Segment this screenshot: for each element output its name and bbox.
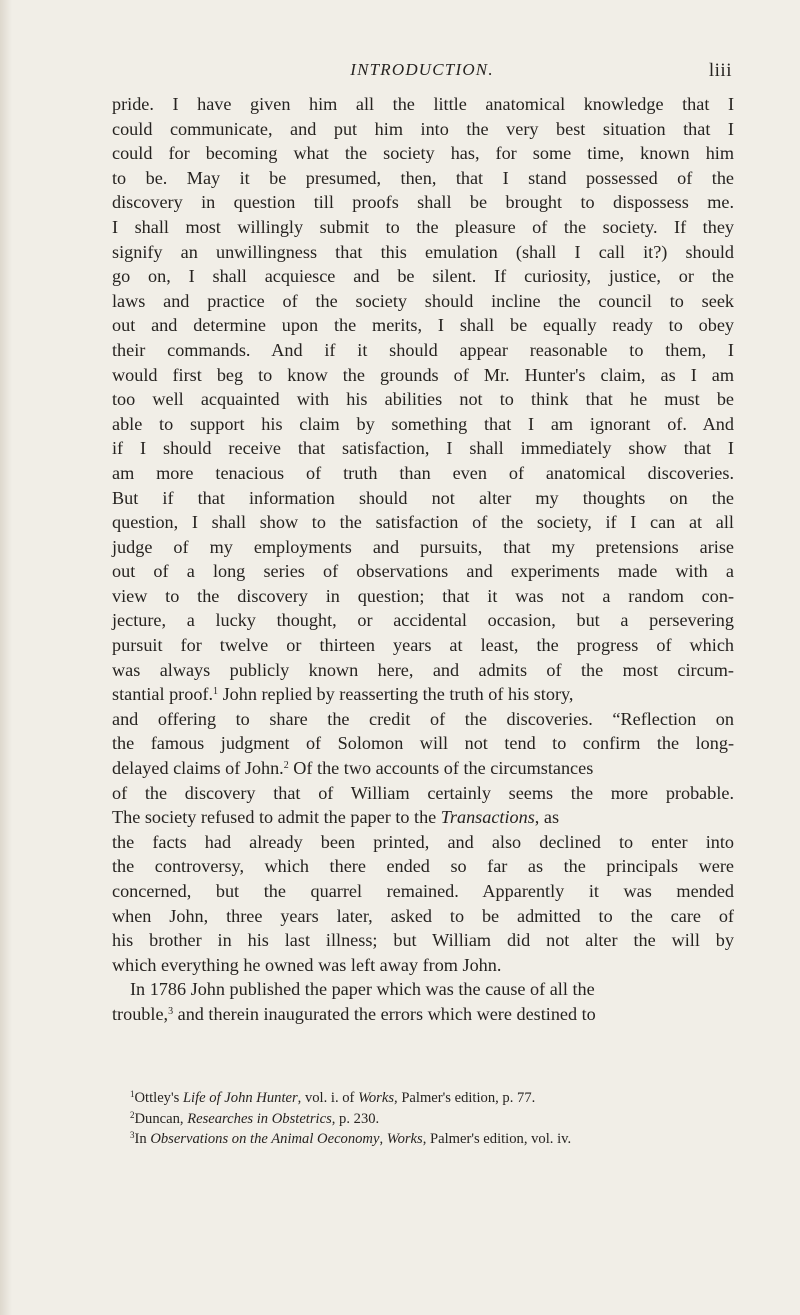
page-number: liii [708, 60, 732, 81]
footnote-mark: 2 [130, 1109, 135, 1120]
text-fragment: trouble, [112, 1003, 169, 1024]
text-fragment: , as [534, 807, 560, 828]
text-line: In 1786 John published the paper which was the cause of all the [130, 979, 595, 1000]
text-line: go on, I shall acquiesce and be silent. If curiosity, justice, or the [112, 266, 734, 287]
footnote [112, 1129, 734, 1150]
text-line: would first beg to know the grounds of Mr. Hunter's claim, as I am [112, 364, 734, 385]
text-fragment: The society refused to admit the paper to the [112, 807, 441, 828]
footnote-text: , p. 230. [331, 1110, 380, 1127]
text-line: out of a long series of observations and experiments made with a [112, 561, 734, 582]
footnote-ref: 3 [168, 1005, 174, 1017]
text-fragment: Of the two accounts of the circumstances [288, 758, 594, 779]
text-line: discovery in question till proofs shall be brought to dispossess me. [112, 192, 734, 213]
text-line: laws and practice of the society should incline the council to seek [112, 290, 734, 311]
text-line: view to the discovery in question; that it was not a random con- [112, 585, 734, 606]
footnote-text: , vol. i. of [297, 1090, 359, 1106]
footnote-title: Works [386, 1131, 423, 1147]
footnote [112, 1088, 734, 1109]
page-edge-shadow [0, 0, 12, 1315]
footnote-text: , Palmer's edition, p. 77. [394, 1090, 536, 1106]
text-line: But if that information should not alter my thoughts on the [112, 487, 734, 508]
page-header [112, 60, 732, 84]
text-line: to be. May it be presumed, then, that I stand possessed of the [112, 167, 734, 188]
text-line: could communicate, and put him into the very best situation that I [112, 118, 734, 139]
text-fragment: and therein inaugurated the errors which were destined to [173, 1003, 596, 1024]
footnote-mark: 1 [130, 1089, 135, 1099]
footnote [112, 1109, 734, 1130]
footnote-title: Observations on the Animal Oeconomy [150, 1131, 380, 1147]
footnote-text: , Palmer's edition, vol. iv. [422, 1131, 572, 1147]
text-line: concerned, but the quarrel remained. Apparently it was mended [112, 881, 734, 901]
text-line: out and determine upon the merits, I shall be equally ready to obey [112, 315, 734, 336]
footnote-title: Works [358, 1090, 395, 1106]
footnote-text: , [379, 1131, 387, 1147]
text-line: question, I shall show to the satisfaction of the society, if I can at all [112, 512, 734, 533]
footnote-text: Ottley's [134, 1090, 183, 1106]
text-fragment: stantial proof. [112, 684, 214, 705]
text-line: signify an unwillingness that this emulation (shall I call it?) should [112, 241, 734, 262]
text-line [112, 1002, 734, 1027]
text-line: their commands. And if it should appear reasonable to them, I [112, 339, 734, 360]
text-fragment: John replied by reasserting the truth of his story, [218, 684, 574, 705]
footnote-text: In [134, 1131, 151, 1147]
text-line: if I should receive that satisfaction, I shall immediately show that I [112, 438, 734, 459]
footnote-title: Researches in Obstetrics [187, 1110, 332, 1127]
footnote-mark: 3 [130, 1130, 135, 1140]
text-line: which everything he owned was left away from John. [112, 954, 502, 975]
footnote-title: Life of John Hunter [182, 1090, 298, 1106]
footnote-ref: 1 [213, 686, 219, 698]
text-line: could for becoming what the society has, for some time, known him [112, 143, 734, 164]
text-line [112, 805, 734, 830]
footnotes [112, 1088, 734, 1150]
text-line: too well acquainted with his abilities not to think that he must be [112, 389, 734, 410]
text-line: when John, three years later, asked to be admitted to the care of [112, 905, 734, 926]
text-line [112, 682, 734, 707]
text-line: pursuit for twelve or thirteen years at least, the progress of which [112, 635, 734, 656]
text-line: the famous judgment of Solomon will not tend to confirm the long- [112, 733, 734, 754]
text-line [112, 756, 734, 781]
running-head: INTRODUCTION. [350, 60, 494, 79]
text-line: the controversy, which there ended so far as the principals were [112, 856, 734, 877]
text-line: was always publicly known here, and admits of the most circum- [112, 659, 734, 680]
text-line: able to support his claim by something that I am ignorant of. And [112, 413, 734, 434]
body-text [112, 92, 734, 1027]
footnote-ref: 2 [283, 760, 289, 772]
footnote-text: Duncan, [134, 1110, 188, 1127]
text-line: judge of my employments and pursuits, that my pretensions arise [112, 536, 734, 557]
text-line: jecture, a lucky thought, or accidental occasion, but a persevering [112, 610, 734, 631]
text-line: am more tenacious of truth than even of anatomical discoveries. [112, 462, 734, 483]
text-fragment: delayed claims of John. [112, 758, 284, 779]
text-line: of the discovery that of William certainly seems the more probable. [112, 782, 734, 803]
text-line: pride. I have given him all the little anatomical knowledge that I [112, 94, 734, 114]
text-line: and offering to share the credit of the discoveries. “Reflection on [112, 708, 734, 729]
italic-title: Transactions [440, 807, 535, 828]
text-line: the facts had already been printed, and also declined to enter into [112, 831, 734, 852]
text-line: I shall most willingly submit to the pleasure of the society. If they [112, 216, 734, 237]
text-line: his brother in his last illness; but William did not alter the will by [112, 930, 734, 951]
